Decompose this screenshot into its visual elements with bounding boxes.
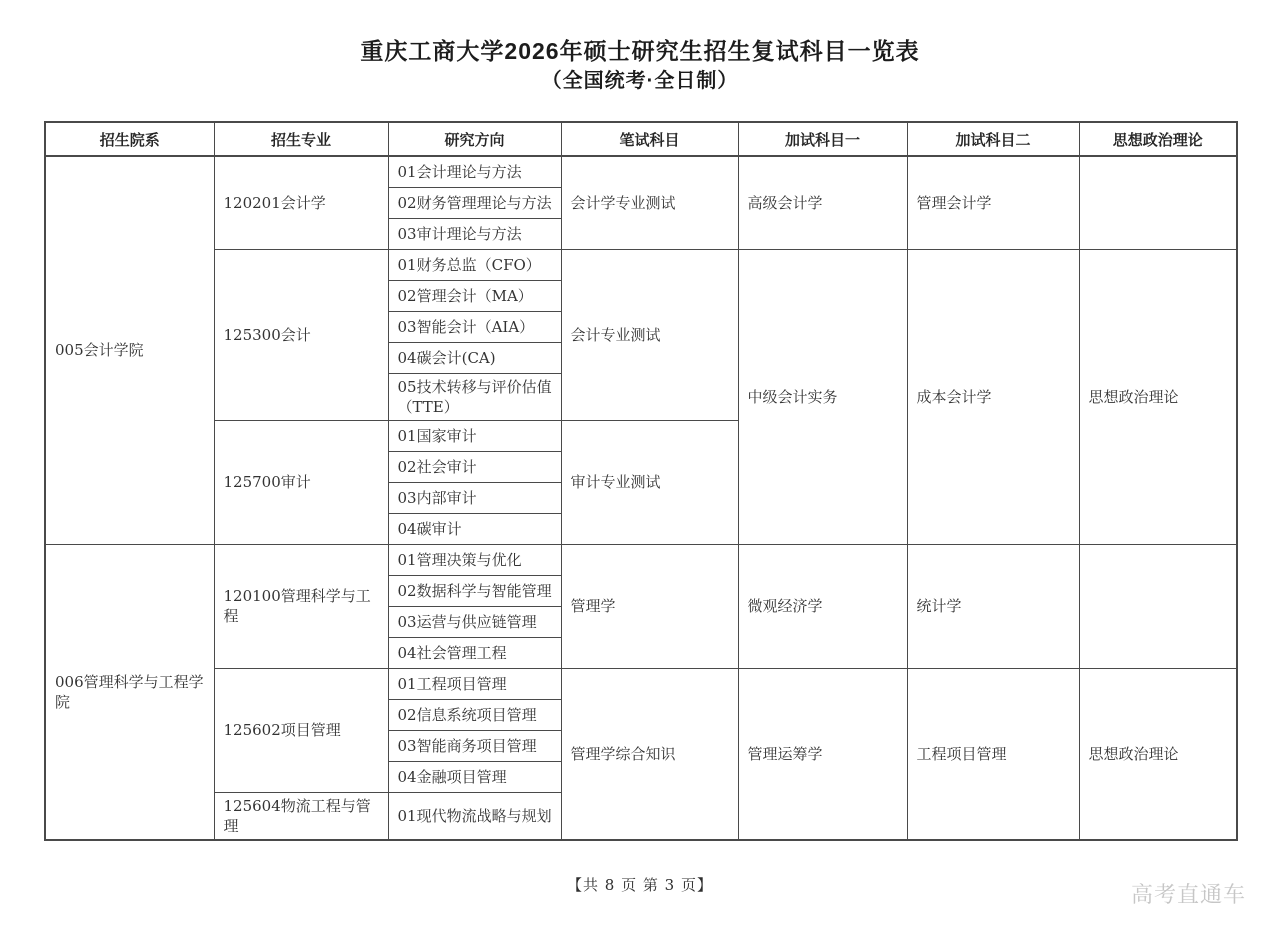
- major-cell: 120100管理科学与工程: [214, 544, 388, 668]
- page-subtitle: （全国统考·全日制）: [541, 70, 739, 92]
- politics-cell: [1079, 544, 1237, 668]
- direction-cell: 05技术转移与评价估值（TTE）: [388, 373, 561, 420]
- direction-cell: 02管理会计（MA）: [388, 280, 561, 311]
- page-title: 重庆工商大学2026年硕士研究生招生复试科目一览表: [360, 38, 920, 64]
- extra-subject1-cell: 中级会计实务: [738, 249, 907, 544]
- college-cell: 005会计学院: [45, 156, 214, 544]
- table-row: [45, 668, 1237, 699]
- admission-subjects-table: [44, 121, 1238, 841]
- direction-cell: 04碳审计: [388, 513, 561, 544]
- extra-subject1-cell: 微观经济学: [738, 544, 907, 668]
- politics-cell: 思想政治理论: [1079, 249, 1237, 544]
- major-cell: 125300会计: [214, 249, 388, 420]
- major-cell: 125602项目管理: [214, 668, 388, 792]
- direction-cell: 01国家审计: [388, 420, 561, 451]
- extra-subject2-cell: 工程项目管理: [907, 668, 1079, 840]
- extra-subject2-cell: 管理会计学: [907, 156, 1079, 249]
- column-header-5: 加试科目二: [907, 122, 1079, 156]
- direction-cell: 01管理决策与优化: [388, 544, 561, 575]
- direction-cell: 02信息系统项目管理: [388, 699, 561, 730]
- direction-cell: 03智能会计（AIA）: [388, 311, 561, 342]
- written-subject-cell: 管理学: [561, 544, 738, 668]
- direction-cell: 04金融项目管理: [388, 761, 561, 792]
- direction-cell: 01会计理论与方法: [388, 156, 561, 187]
- table-body: [45, 156, 1237, 840]
- column-header-2: 研究方向: [388, 122, 561, 156]
- politics-cell: [1079, 156, 1237, 249]
- major-cell: 120201会计学: [214, 156, 388, 249]
- table-row: [45, 156, 1237, 187]
- table-row: [45, 249, 1237, 280]
- column-header-6: 思想政治理论: [1079, 122, 1237, 156]
- written-subject-cell: 会计学专业测试: [561, 156, 738, 249]
- direction-cell: 01工程项目管理: [388, 668, 561, 699]
- direction-cell: 03审计理论与方法: [388, 218, 561, 249]
- major-cell: 125604物流工程与管理: [214, 792, 388, 840]
- extra-subject1-cell: 高级会计学: [738, 156, 907, 249]
- direction-cell: 03智能商务项目管理: [388, 730, 561, 761]
- table-header-row: [45, 122, 1237, 156]
- direction-cell: 02财务管理理论与方法: [388, 187, 561, 218]
- table-row: [45, 544, 1237, 575]
- direction-cell: 02数据科学与智能管理: [388, 575, 561, 606]
- page-number: 【共 8 页 第 3 页】: [567, 875, 713, 894]
- column-header-4: 加试科目一: [738, 122, 907, 156]
- direction-cell: 02社会审计: [388, 451, 561, 482]
- direction-cell: 03运营与供应链管理: [388, 606, 561, 637]
- direction-cell: 01现代物流战略与规划: [388, 792, 561, 840]
- direction-cell: 04社会管理工程: [388, 637, 561, 668]
- direction-cell: 04碳会计(CA): [388, 342, 561, 373]
- extra-subject2-cell: 成本会计学: [907, 249, 1079, 544]
- watermark: 高考直通车: [1130, 882, 1246, 907]
- college-cell: 006管理科学与工程学院: [45, 544, 214, 840]
- extra-subject1-cell: 管理运筹学: [738, 668, 907, 840]
- politics-cell: 思想政治理论: [1079, 668, 1237, 840]
- written-subject-cell: 审计专业测试: [561, 420, 738, 544]
- column-header-1: 招生专业: [214, 122, 388, 156]
- extra-subject2-cell: 统计学: [907, 544, 1079, 668]
- written-subject-cell: 管理学综合知识: [561, 668, 738, 840]
- major-cell: 125700审计: [214, 420, 388, 544]
- written-subject-cell: 会计专业测试: [561, 249, 738, 420]
- column-header-0: 招生院系: [45, 122, 214, 156]
- title-block: [0, 36, 1280, 96]
- column-header-3: 笔试科目: [561, 122, 738, 156]
- direction-cell: 01财务总监（CFO）: [388, 249, 561, 280]
- direction-cell: 03内部审计: [388, 482, 561, 513]
